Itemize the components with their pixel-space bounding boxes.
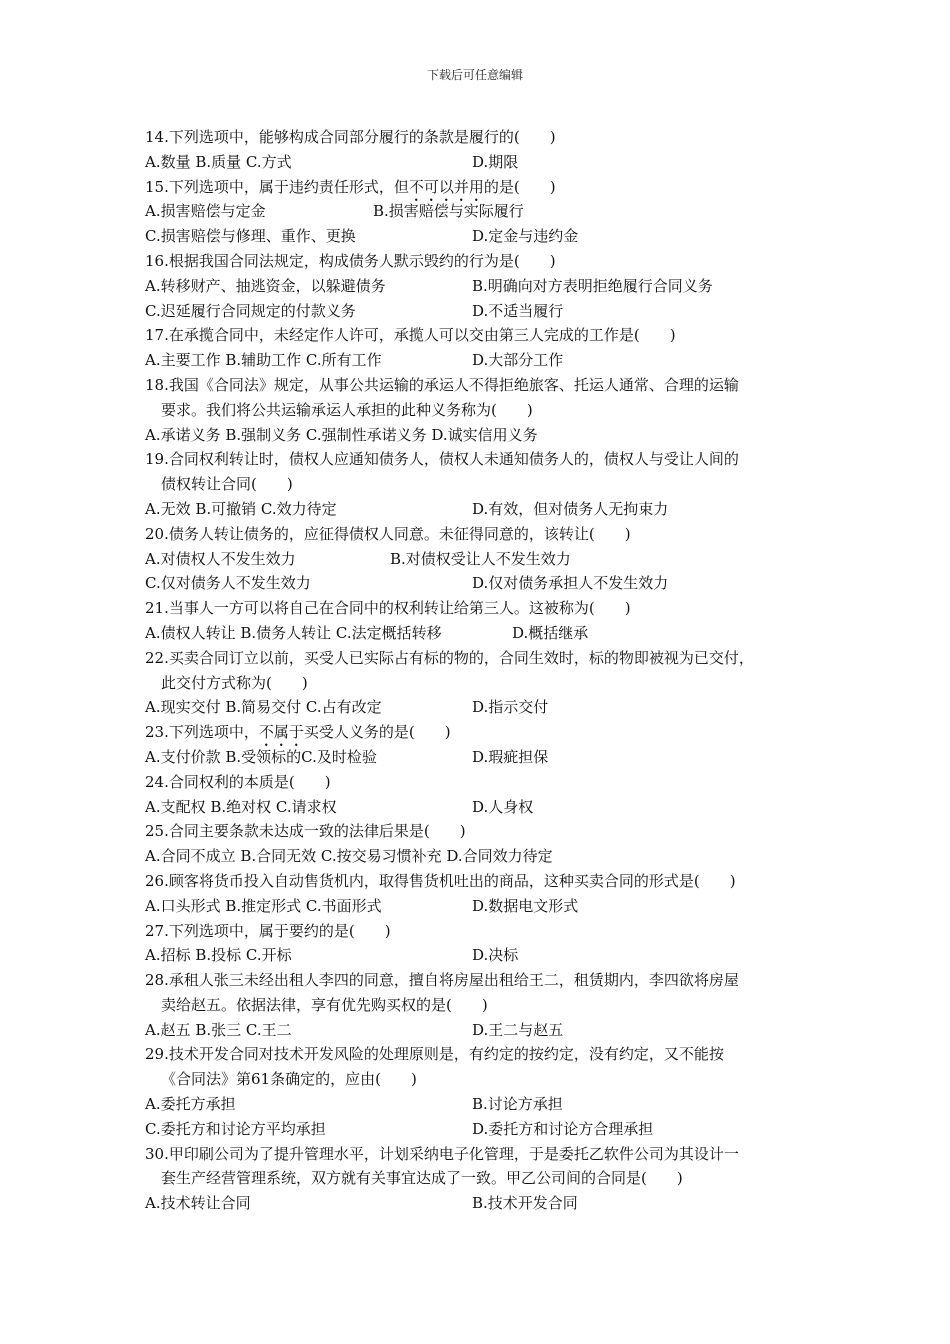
emphasis-text: 不可以并用 — [408, 177, 484, 196]
option-text: A.口头形式 B.推定形式 C.书面形式 — [145, 896, 382, 915]
option-text: D.不适当履行 — [472, 301, 564, 320]
page-header: 下载后可任意编辑 — [426, 68, 523, 82]
option-row — [145, 1018, 825, 1043]
option-text: A.损害赔偿与定金 — [145, 202, 266, 221]
option-row — [145, 299, 825, 324]
question-stem: 26.顾客将货币投入自动售货机内，取得售货机吐出的商品，这种买卖合同的形式是( ) — [145, 871, 736, 890]
option-text: D.数据电文形式 — [472, 896, 579, 915]
question-item — [145, 968, 825, 1042]
option-text: A.赵五 B.张三 C.王二 — [145, 1020, 292, 1039]
question-stem-continued: 卖给赵五。依据法律，享有优先购买权的是( ) — [161, 995, 488, 1014]
option-text: D.委托方和讨论方合理承担 — [472, 1119, 654, 1138]
question-stem: 27.下列选项中，属于要约的是( ) — [145, 921, 391, 940]
question-item — [145, 720, 825, 770]
question-stem: 28.承租人张三未经出租人李四的同意，擅自将房屋出租给王二，租赁期内，李四欲将房屋 — [145, 971, 739, 990]
option-text: D.王二与赵五 — [472, 1020, 564, 1039]
option-text: D.指示交付 — [472, 698, 549, 717]
option-text: A.无效 B.可撤销 C.效力待定 — [145, 499, 337, 518]
option-row — [145, 844, 825, 869]
option-row — [145, 274, 825, 299]
option-row — [145, 224, 825, 249]
question-stem: 19.合同权利转让时，债权人应通知债务人，债权人未通知债务人的，债权人与受让人间的 — [145, 450, 739, 469]
question-item — [145, 175, 825, 249]
option-text: D.概括继承 — [512, 623, 589, 642]
option-text: A.委托方承担 — [145, 1095, 236, 1114]
option-row — [145, 795, 825, 820]
question-stem-text: 15.下列选项中，属于违约责任形式，但 — [145, 177, 409, 196]
question-stem: 30.甲印刷公司为了提升管理水平，计划采纳电子化管理，于是委托乙软件公司为其设计一 — [145, 1144, 739, 1163]
option-text: D.仅对债务承担人不发生效力 — [472, 574, 669, 593]
question-item — [145, 770, 825, 820]
option-text: B.对债权受让人不发生效力 — [390, 549, 571, 568]
question-stem-text: 23.下列选项中， — [145, 723, 259, 742]
question-item — [145, 447, 825, 521]
option-row — [145, 943, 825, 968]
option-row — [145, 695, 825, 720]
option-text: A.技术转让合同 — [145, 1194, 251, 1213]
question-stem: 17.在承揽合同中，未经定作人许可，承揽人可以交由第三人完成的工作是( ) — [145, 326, 676, 345]
question-item — [145, 819, 825, 869]
option-text: D.决标 — [472, 946, 519, 965]
option-row — [145, 423, 825, 448]
question-stem: 20.债务人转让债务的，应征得债权人同意。未征得同意的，该转让( ) — [145, 524, 631, 543]
option-text: D.人身权 — [472, 797, 534, 816]
question-stem: 22.买卖合同订立以前，买受人已实际占有标的物的，合同生效时，标的物即被视为已交付， — [145, 648, 754, 667]
question-stem: 24.合同权利的本质是( ) — [145, 772, 331, 791]
option-text: C.迟延履行合同规定的付款义务 — [145, 301, 356, 320]
option-row — [145, 199, 825, 224]
option-text: A.现实交付 B.简易交付 C.占有改定 — [145, 698, 382, 717]
question-stem: 29.技术开发合同对技术开发风险的处理原则是，有约定的按约定，没有约定，又不能按 — [145, 1045, 724, 1064]
question-item — [145, 646, 825, 720]
question-stem-continued: 要求。我们将公共运输承运人承担的此种义务称为( ) — [161, 400, 533, 419]
option-text: D.有效，但对债务人无拘束力 — [472, 499, 669, 518]
option-text: A.主要工作 B.辅助工作 C.所有工作 — [145, 351, 382, 370]
option-text: B.讨论方承担 — [472, 1095, 563, 1114]
option-text: D.定金与违约金 — [472, 227, 579, 246]
option-text: A.支配权 B.绝对权 C.请求权 — [145, 797, 337, 816]
option-text: B.技术开发合同 — [472, 1194, 578, 1213]
option-row — [145, 497, 825, 522]
option-text: D.大部分工作 — [472, 351, 564, 370]
emphasis-text: 不属于 — [258, 723, 304, 742]
option-text: A.合同不成立 B.合同无效 C.按交易习惯补充 D.合同效力待定 — [145, 847, 553, 866]
option-row — [145, 348, 825, 373]
question-list — [145, 125, 825, 1216]
question-item — [145, 373, 825, 447]
option-row — [145, 1092, 825, 1117]
question-item — [145, 1142, 825, 1216]
option-row — [145, 894, 825, 919]
question-stem: 25.合同主要条款未达成一致的法律后果是( ) — [145, 822, 466, 841]
question-stem: 16.根据我国合同法规定，构成债务人默示毁约的行为是( ) — [145, 251, 556, 270]
question-item — [145, 596, 825, 646]
option-row — [145, 547, 825, 572]
option-text: D.瑕疵担保 — [472, 747, 549, 766]
question-item — [145, 919, 825, 969]
option-row — [145, 1191, 825, 1216]
option-text: A.债权人转让 B.债务人转让 C.法定概括转移 — [145, 623, 442, 642]
question-stem-continued: 债权转让合同( ) — [161, 475, 293, 494]
option-row — [145, 571, 825, 596]
question-item — [145, 249, 825, 323]
question-item — [145, 1042, 825, 1141]
question-stem-text: 的是( ) — [483, 177, 556, 196]
option-row — [145, 1117, 825, 1142]
question-stem-continued: 套生产经营管理系统，双方就有关事宜达成了一致。甲乙公司间的合同是( ) — [161, 1169, 683, 1188]
question-stem-continued: 《合同法》第61条确定的，应由( ) — [161, 1070, 417, 1089]
question-stem: 18.我国《合同法》规定，从事公共运输的承运人不得拒绝旅客、托运人通常、合理的运输 — [145, 375, 739, 394]
question-item — [145, 869, 825, 919]
option-text: C.损害赔偿与修理、重作、更换 — [145, 227, 356, 246]
option-row — [145, 745, 825, 770]
question-stem-text: 买受人义务的是( ) — [303, 723, 451, 742]
option-text: A.招标 B.投标 C.开标 — [145, 946, 292, 965]
question-stem — [145, 720, 825, 745]
option-text: B.损害赔偿与实际履行 — [373, 202, 524, 221]
option-text: A.数量 B.质量 C.方式 — [145, 152, 292, 171]
option-row — [145, 621, 825, 646]
option-text: A.承诺义务 B.强制义务 C.强制性承诺义务 D.诚实信用义务 — [145, 425, 538, 444]
option-text: A.对债权人不发生效力 — [145, 549, 296, 568]
question-stem: 21.当事人一方可以将自己在合同中的权利转让给第三人。这被称为( ) — [145, 599, 631, 618]
question-stem — [145, 175, 825, 200]
option-row — [145, 150, 825, 175]
option-text: A.支付价款 B.受领标的C.及时检验 — [145, 747, 377, 766]
option-text: D.期限 — [472, 152, 519, 171]
question-stem-continued: 此交付方式称为( ) — [161, 673, 308, 692]
option-text: A.转移财产、抽逃资金，以躲避债务 — [145, 276, 386, 295]
question-item — [145, 323, 825, 373]
option-text: C.仅对债务人不发生效力 — [145, 574, 311, 593]
question-item — [145, 522, 825, 596]
question-stem: 14.下列选项中，能够构成合同部分履行的条款是履行的( ) — [145, 128, 556, 146]
question-item — [145, 125, 825, 175]
option-text: C.委托方和讨论方平均承担 — [145, 1119, 326, 1138]
option-text: B.明确向对方表明拒绝履行合同义务 — [472, 276, 713, 295]
